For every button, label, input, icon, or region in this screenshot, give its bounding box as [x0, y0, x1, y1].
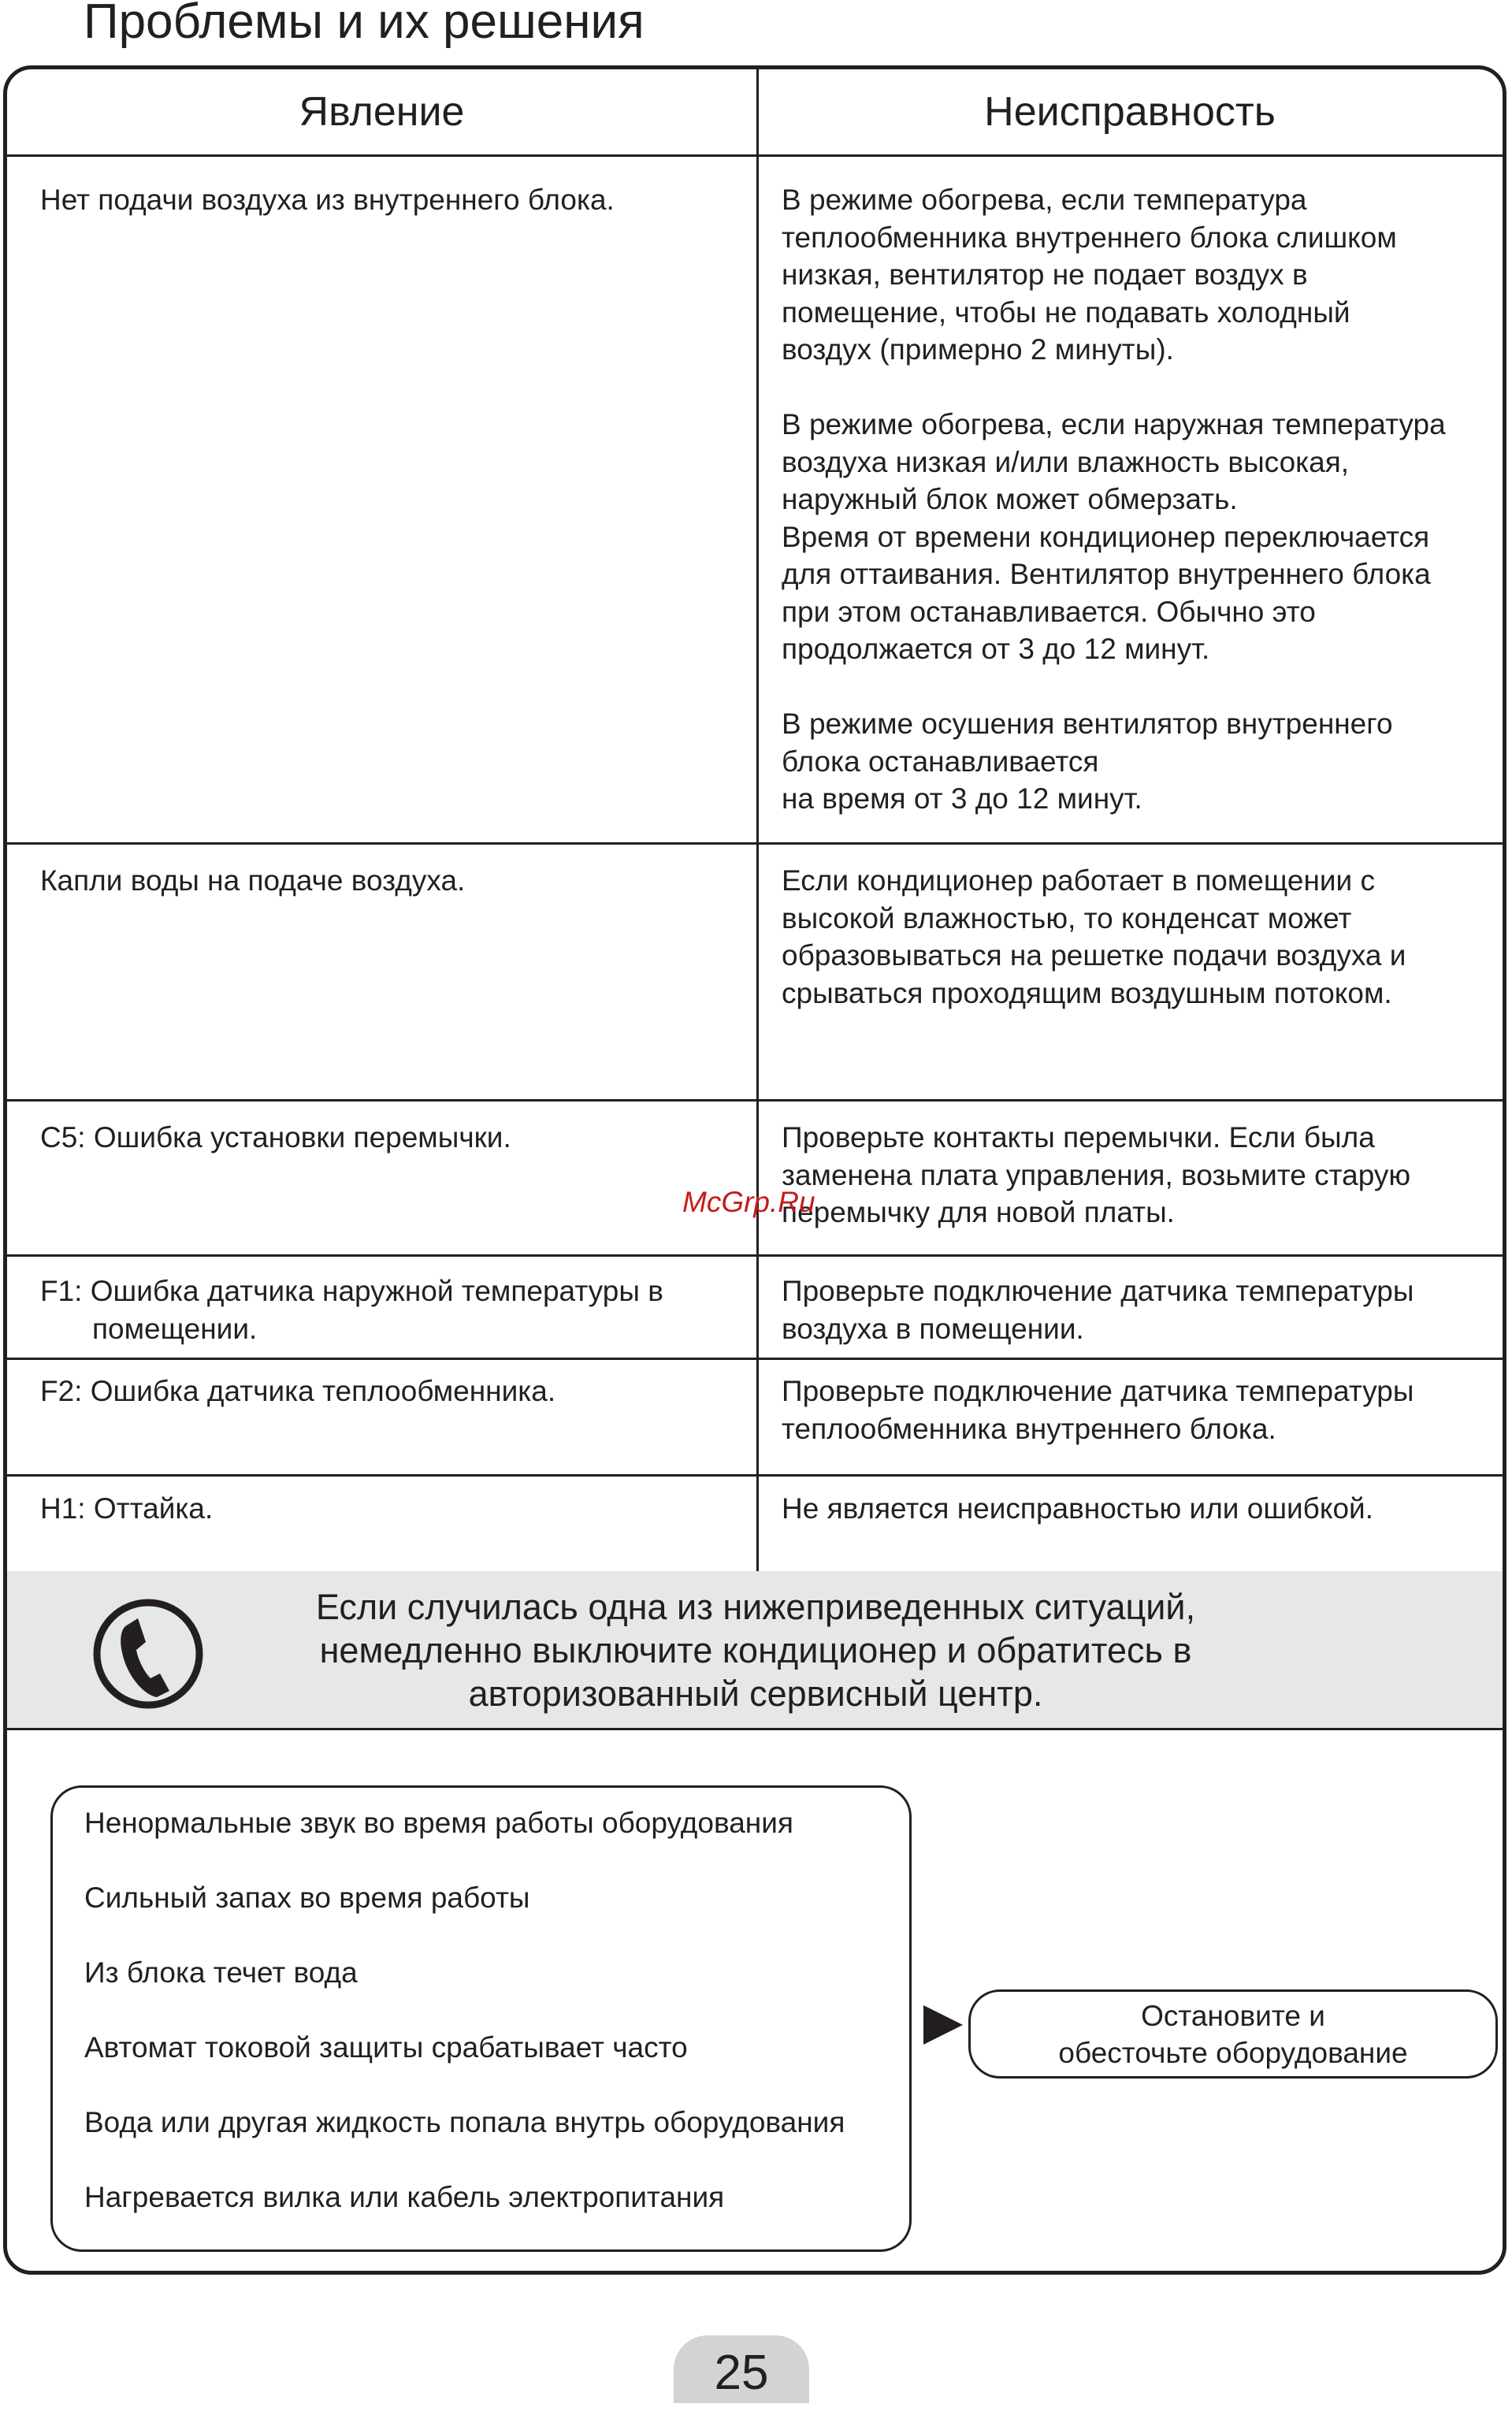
page-number: 25: [674, 2335, 809, 2403]
cause-line: Не является неисправностью или ошибкой.: [782, 1492, 1373, 1525]
cause-line: теплообменника внутреннего блока.: [782, 1412, 1276, 1445]
cause-cell: [782, 1373, 1506, 1447]
action-line: Остановите и: [1141, 2000, 1325, 2032]
symptom-cell: [40, 1490, 734, 1528]
cause-line: В режиме обогрева, если наружная температура: [782, 408, 1446, 440]
action-box: [968, 1989, 1498, 2079]
table-row: [7, 1101, 1503, 1257]
cause-line: блока останавливается: [782, 745, 1099, 778]
cause-line: Если кондиционер работает в помещении с: [782, 864, 1375, 897]
cause-cell: [782, 1272, 1506, 1347]
symptom-text: Нет подачи воздуха из внутреннего блока.: [40, 184, 615, 216]
situations-list: [50, 1785, 912, 2252]
symptom-text: H1: Оттайка.: [40, 1492, 214, 1525]
cause-line: для оттаивания. Вентилятор внутреннего блока: [782, 558, 1431, 590]
symptom-text: Капли воды на подаче воздуха.: [40, 864, 466, 897]
table-row: [7, 1477, 1503, 1571]
cause-cell: [782, 1490, 1506, 1528]
page-title: Проблемы и их решения: [84, 0, 645, 49]
table-row: [7, 154, 1503, 845]
cause-line: продолжается от 3 до 12 минут.: [782, 633, 1210, 665]
service-notice: [7, 1571, 1503, 1730]
table-row: [7, 1360, 1503, 1477]
symptom-text: [40, 1310, 734, 1348]
list-item: Вода или другая жидкость попала внутрь оборудования: [84, 2106, 845, 2138]
cause-line: образовываться на решетке подачи воздуха и: [782, 939, 1406, 971]
cause-line: срываться проходящим воздушным потоком.: [782, 976, 1392, 1009]
notice-line: Если случилась одна из нижеприведенных ситуаций,: [315, 1587, 1196, 1627]
symptom-cell: [40, 1119, 734, 1157]
list-item: Нагревается вилка или кабель электропитания: [84, 2181, 725, 2213]
troubleshooting-frame: [3, 65, 1506, 2275]
cause-line: при этом останавливается. Обычно это: [782, 595, 1316, 628]
cause-line: высокой влажностью, то конденсат может: [782, 901, 1352, 934]
table-row: [7, 1257, 1503, 1360]
arrow-right-icon: [923, 2005, 963, 2045]
cause-line: теплообменника внутреннего блока слишком: [782, 221, 1397, 254]
header-phenomenon: Явление: [299, 89, 465, 135]
cause-cell: [782, 1119, 1506, 1232]
cause-line: Проверьте подключение датчика температуры: [782, 1375, 1414, 1407]
cause-line: помещение, чтобы не подавать холодный: [782, 295, 1350, 329]
symptom-cell: [40, 1272, 734, 1347]
phone-icon: [89, 1595, 207, 1713]
notice-line: авторизованный сервисный центр.: [468, 1674, 1043, 1714]
cause-cell: [782, 862, 1506, 1012]
symptom-cell: [40, 181, 734, 219]
cause-line: В режиме обогрева, если температура: [782, 184, 1307, 216]
watermark: McGrp.Ru: [682, 1186, 815, 1218]
action-line: обесточьте оборудование: [1058, 2037, 1408, 2069]
cause-line: на время от 3 до 12 минут.: [782, 782, 1142, 815]
cause-line: В режиме осушения вентилятор внутреннего: [782, 708, 1393, 740]
cause-line: воздуха низкая и/или влажность высокая,: [782, 445, 1350, 478]
list-item: Сильный запах во время работы: [84, 1882, 530, 1914]
cause-line: Время от времени кондиционер переключается: [782, 520, 1430, 553]
notice-text: [243, 1585, 1268, 1715]
cause-line: Проверьте контакты перемычки. Если была: [782, 1121, 1375, 1153]
list-item: Ненормальные звук во время работы оборудования: [84, 1807, 793, 1839]
cause-line: воздуха в помещении.: [782, 1312, 1084, 1345]
symptom-text: F2: Ошибка датчика теплообменника.: [40, 1375, 556, 1407]
cause-line: наружный блок может обмерзать.: [782, 483, 1238, 515]
table-row: [7, 845, 1503, 1101]
header-malfunction: Неисправность: [984, 89, 1276, 135]
cause-cell: [782, 181, 1506, 818]
symptom-text: F1: Ошибка датчика наружной температуры в: [40, 1275, 663, 1307]
list-item: Автомат токовой защиты срабатывает часто: [84, 2031, 688, 2064]
cause-line: Проверьте подключение датчика температуры: [782, 1275, 1414, 1307]
list-item: Из блока течет вода: [84, 1956, 358, 1989]
symptom-cell: [40, 1373, 734, 1410]
symptom-continuation: помещении.: [92, 1312, 258, 1345]
notice-line: немедленно выключите кондиционер и обратитесь в: [319, 1630, 1192, 1670]
table-header: [7, 69, 1503, 157]
symptom-cell: [40, 862, 734, 900]
cause-line: низкая, вентилятор не подает воздух в: [782, 258, 1308, 291]
cause-line: перемычку для новой платы.: [782, 1196, 1175, 1228]
cause-line: заменена плата управления, возьмите старую: [782, 1158, 1411, 1191]
cause-line: воздух (примерно 2 минуты).: [782, 333, 1174, 366]
symptom-text: C5: Ошибка установки перемычки.: [40, 1121, 511, 1153]
